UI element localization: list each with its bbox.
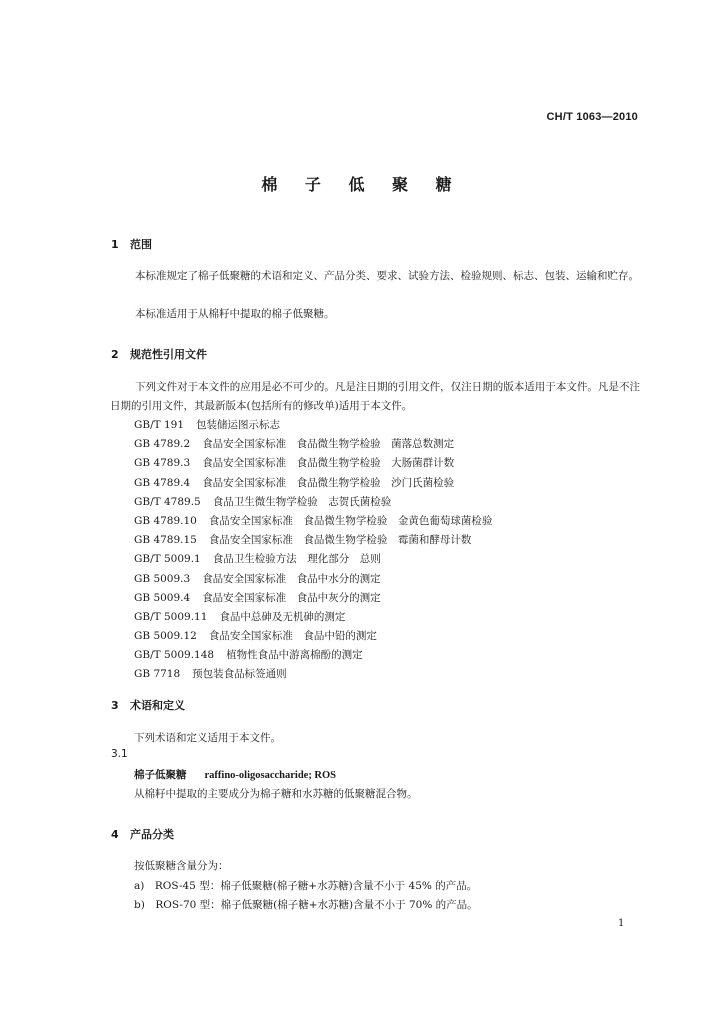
page-number: 1 xyxy=(618,918,625,929)
reference-item xyxy=(134,531,492,550)
reference-item xyxy=(134,512,492,531)
terms-intro: 下列术语和定义适用于本文件。 xyxy=(134,732,281,744)
reference-item xyxy=(134,570,492,589)
reference-title: 食品卫生微生物学检验 志贺氏菌检验 xyxy=(212,495,392,508)
section-title: 术语和定义 xyxy=(130,699,185,712)
standard-number: CH/T 1063—2010 xyxy=(546,111,638,123)
reference-code: GB/T 5009.1 xyxy=(134,553,201,566)
scope-paragraph-1: 本标准规定了棉子低聚糖的术语和定义、产品分类、要求、试验方法、检验规则、标志、包装、运输和贮存。 xyxy=(135,270,639,282)
classification-item-b: b) ROS-70 型：棉子低聚糖(棉子糖+水苏糖)含量不小于 70% 的产品。 xyxy=(134,899,478,911)
section-number: 4 xyxy=(111,828,119,841)
reference-item xyxy=(134,416,492,435)
reference-title: 食品安全国家标准 食品微生物学检验 大肠菌群计数 xyxy=(202,457,455,470)
reference-item xyxy=(134,493,492,512)
reference-code: GB 4789.15 xyxy=(134,534,197,547)
reference-code: GB 4789.4 xyxy=(134,476,191,489)
reference-list xyxy=(134,416,492,685)
reference-code: GB 4789.3 xyxy=(134,457,191,470)
reference-title: 食品卫生检验方法 理化部分 总则 xyxy=(212,553,381,566)
section-number: 2 xyxy=(111,348,119,361)
section-title: 产品分类 xyxy=(130,828,174,841)
reference-code: GB 5009.12 xyxy=(134,630,197,643)
classification-item-a: a) ROS-45 型：棉子低聚糖(棉子糖+水苏糖)含量不小于 45% 的产品。 xyxy=(134,880,478,892)
reference-title: 食品安全国家标准 食品微生物学检验 沙门氏菌检验 xyxy=(202,476,455,489)
reference-title: 食品安全国家标准 食品微生物学检验 菌落总数测定 xyxy=(202,438,455,451)
reference-item xyxy=(134,627,492,646)
scope-paragraph-2: 本标准适用于从棉籽中提取的棉子低聚糖。 xyxy=(135,308,335,320)
reference-title: 食品安全国家标准 食品中铅的测定 xyxy=(208,630,377,643)
reference-code: GB 5009.4 xyxy=(134,591,191,604)
section-title: 规范性引用文件 xyxy=(130,348,207,361)
reference-code: GB 4789.10 xyxy=(134,514,197,527)
reference-title: 植物性食品中游离棉酚的测定 xyxy=(226,649,363,662)
section-heading-scope xyxy=(111,236,152,252)
term-number: 3.1 xyxy=(111,748,128,760)
classification-intro: 按低聚糖含量分为： xyxy=(134,860,229,872)
reference-item xyxy=(134,435,492,454)
reference-item xyxy=(134,454,492,473)
reference-item xyxy=(134,550,492,569)
reference-title: 食品安全国家标准 食品中水分的测定 xyxy=(202,572,381,585)
reference-code: GB/T 4789.5 xyxy=(134,495,201,508)
section-heading-classification xyxy=(111,826,174,842)
reference-code: GB 7718 xyxy=(134,668,181,681)
term-entry xyxy=(134,767,336,782)
reference-title: 食品安全国家标准 食品微生物学检验 金黄色葡萄球菌检验 xyxy=(208,514,493,527)
reference-title: 预包装食品标签通则 xyxy=(192,668,287,681)
reference-title: 包装储运图示标志 xyxy=(196,419,281,431)
term-english: raffino-oligosaccharide; ROS xyxy=(204,770,337,781)
section-title: 范围 xyxy=(130,238,152,251)
normative-intro: 下列文件对于本文件的应用是必不可少的。凡是注日期的引用文件，仅注日期的版本适用于本文件。凡是不注日期的引用文件，其最新版本(包括所有的修改单)适用于本文件。 xyxy=(110,381,640,412)
section-number: 1 xyxy=(111,238,119,251)
term-definition: 从棉籽中提取的主要成分为棉子糖和水苏糖的低聚糖混合物。 xyxy=(134,788,418,800)
reference-item xyxy=(134,665,492,684)
reference-code: GB 5009.3 xyxy=(134,572,191,585)
document-title: 棉 子 低 聚 糖 xyxy=(261,175,463,194)
reference-code: GB/T 191 xyxy=(134,419,185,431)
section-heading-terms xyxy=(111,697,185,713)
term-chinese: 棉子低聚糖 xyxy=(134,769,187,781)
reference-code: GB/T 5009.11 xyxy=(134,610,208,623)
reference-item xyxy=(134,474,492,493)
section-heading-normative xyxy=(111,346,207,362)
reference-item xyxy=(134,608,492,627)
reference-title: 食品安全国家标准 食品微生物学检验 霉菌和酵母计数 xyxy=(208,534,472,547)
reference-item xyxy=(134,589,492,608)
section-number: 3 xyxy=(111,699,119,712)
reference-code: GB 4789.2 xyxy=(134,438,191,451)
reference-item xyxy=(134,646,492,665)
reference-title: 食品中总砷及无机砷的测定 xyxy=(219,610,346,623)
reference-title: 食品安全国家标准 食品中灰分的测定 xyxy=(202,591,381,604)
reference-code: GB/T 5009.148 xyxy=(134,649,215,662)
